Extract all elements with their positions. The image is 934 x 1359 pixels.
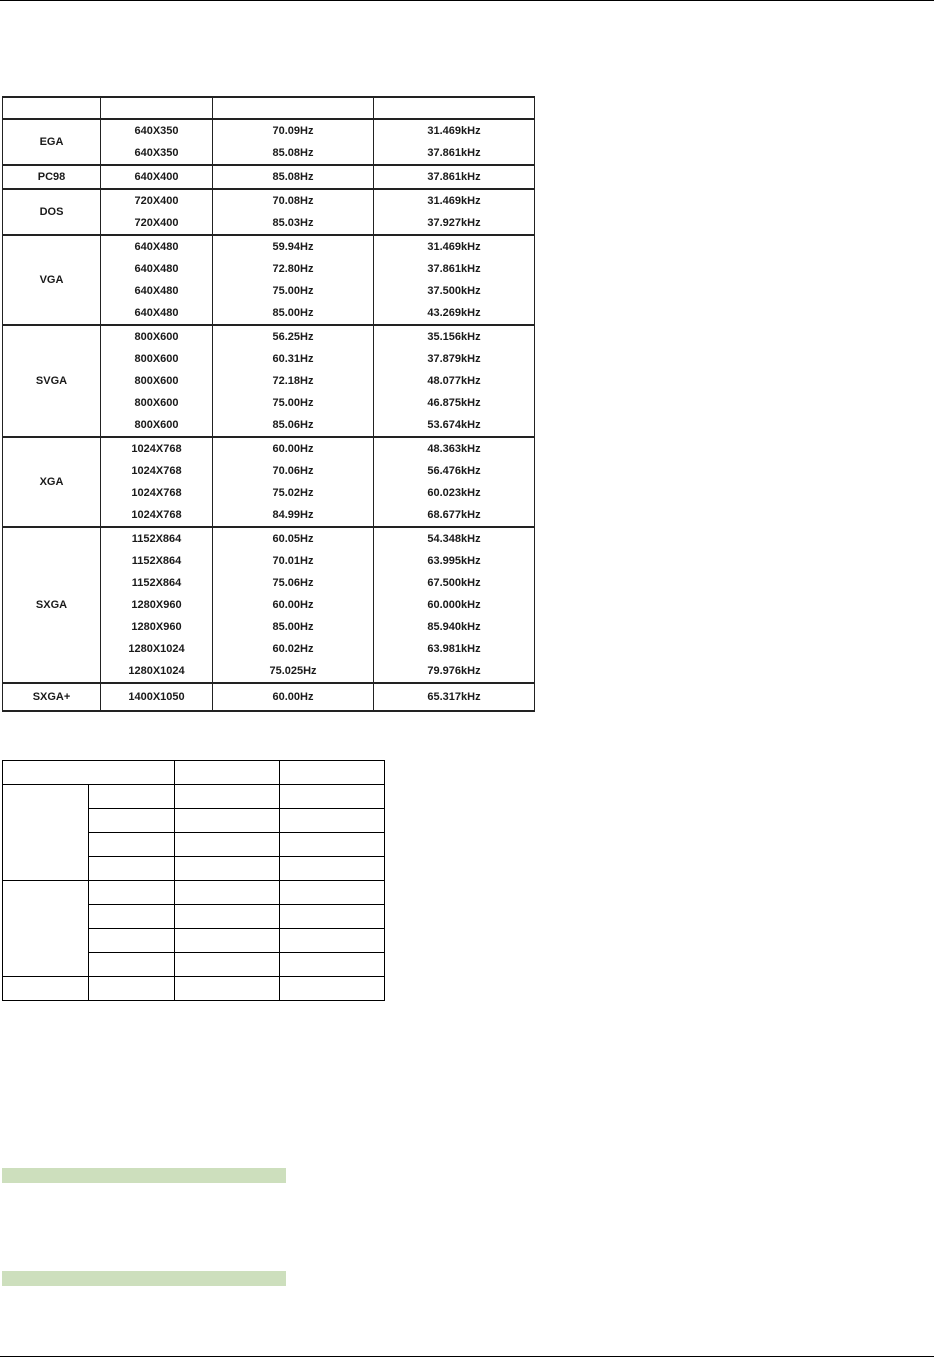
- resolution-cell: 640X480: [101, 280, 213, 302]
- horizontal-frequency-cell: 37.861kHz: [374, 142, 535, 165]
- resolution-cell: 640X480: [101, 235, 213, 258]
- header-cell-mode: [3, 97, 101, 119]
- resolution-cell: 720X400: [101, 212, 213, 235]
- vertical-frequency-cell: 75.00Hz: [213, 280, 374, 302]
- timing-row: [3, 119, 535, 142]
- timing-row: [3, 325, 535, 348]
- header-cell-resolution: [101, 97, 213, 119]
- resolution-cell: 720X400: [101, 189, 213, 212]
- vertical-frequency-cell: 56.25Hz: [213, 325, 374, 348]
- vertical-frequency-cell: 85.00Hz: [213, 302, 374, 325]
- header-cell-horizontal: [374, 97, 535, 119]
- vertical-frequency-cell: 60.00Hz: [213, 683, 374, 711]
- grid-cell: [89, 833, 175, 857]
- grid-row: [3, 761, 385, 785]
- vertical-frequency-cell: 60.02Hz: [213, 638, 374, 660]
- horizontal-frequency-cell: 31.469kHz: [374, 235, 535, 258]
- resolution-cell: 800X600: [101, 348, 213, 370]
- timing-table: [2, 96, 535, 712]
- grid-cell: [280, 929, 385, 953]
- grid-cell: [175, 953, 280, 977]
- section-heading-highlight: [2, 1271, 286, 1286]
- horizontal-frequency-cell: 37.500kHz: [374, 280, 535, 302]
- timing-row: [3, 165, 535, 189]
- grid-cell: [280, 809, 385, 833]
- vertical-frequency-cell: 85.08Hz: [213, 165, 374, 189]
- mode-cell: PC98: [3, 165, 101, 189]
- vertical-frequency-cell: 75.02Hz: [213, 482, 374, 504]
- horizontal-frequency-cell: 37.861kHz: [374, 258, 535, 280]
- horizontal-frequency-cell: 31.469kHz: [374, 189, 535, 212]
- vertical-frequency-cell: 85.08Hz: [213, 142, 374, 165]
- horizontal-frequency-cell: 37.861kHz: [374, 165, 535, 189]
- grid-cell: [280, 977, 385, 1001]
- vertical-frequency-cell: 59.94Hz: [213, 235, 374, 258]
- vertical-frequency-cell: 60.00Hz: [213, 437, 374, 460]
- grid-cell: [175, 761, 280, 785]
- horizontal-frequency-cell: 54.348kHz: [374, 527, 535, 550]
- mode-cell: DOS: [3, 189, 101, 235]
- horizontal-frequency-cell: 79.976kHz: [374, 660, 535, 683]
- mode-cell: SXGA: [3, 527, 101, 683]
- grid-cell: [89, 857, 175, 881]
- grid-group-cell: [3, 785, 89, 881]
- vertical-frequency-cell: 60.00Hz: [213, 594, 374, 616]
- horizontal-frequency-cell: 37.879kHz: [374, 348, 535, 370]
- grid-cell: [280, 905, 385, 929]
- grid-cell: [175, 881, 280, 905]
- vertical-frequency-cell: 72.80Hz: [213, 258, 374, 280]
- grid-cell: [175, 929, 280, 953]
- horizontal-frequency-cell: 60.023kHz: [374, 482, 535, 504]
- resolution-cell: 1024X768: [101, 460, 213, 482]
- mode-cell: XGA: [3, 437, 101, 527]
- header-cell-vertical: [213, 97, 374, 119]
- horizontal-frequency-cell: 60.000kHz: [374, 594, 535, 616]
- horizontal-frequency-cell: 46.875kHz: [374, 392, 535, 414]
- horizontal-frequency-cell: 67.500kHz: [374, 572, 535, 594]
- horizontal-frequency-cell: 48.077kHz: [374, 370, 535, 392]
- grid-row: [3, 977, 385, 1001]
- mode-cell: SXGA+: [3, 683, 101, 711]
- vertical-frequency-cell: 75.06Hz: [213, 572, 374, 594]
- vertical-frequency-cell: 70.09Hz: [213, 119, 374, 142]
- timing-row: [3, 235, 535, 258]
- resolution-cell: 1280X960: [101, 616, 213, 638]
- vertical-frequency-cell: 84.99Hz: [213, 504, 374, 527]
- grid-cell: [89, 881, 175, 905]
- vertical-frequency-cell: 72.18Hz: [213, 370, 374, 392]
- footer-rule: [0, 1356, 934, 1357]
- grid-cell: [89, 785, 175, 809]
- vertical-frequency-cell: 75.025Hz: [213, 660, 374, 683]
- resolution-cell: 800X600: [101, 414, 213, 437]
- resolution-cell: 800X600: [101, 370, 213, 392]
- horizontal-frequency-cell: 68.677kHz: [374, 504, 535, 527]
- vertical-frequency-cell: 85.03Hz: [213, 212, 374, 235]
- vertical-frequency-cell: 60.31Hz: [213, 348, 374, 370]
- horizontal-frequency-cell: 35.156kHz: [374, 325, 535, 348]
- resolution-cell: 1152X864: [101, 572, 213, 594]
- resolution-cell: 640X350: [101, 142, 213, 165]
- grid-cell: [175, 785, 280, 809]
- vertical-frequency-cell: 60.05Hz: [213, 527, 374, 550]
- grid-row: [3, 881, 385, 905]
- grid-cell: [280, 881, 385, 905]
- vertical-frequency-cell: 70.06Hz: [213, 460, 374, 482]
- header-rule: [0, 0, 934, 1]
- horizontal-frequency-cell: 65.317kHz: [374, 683, 535, 711]
- grid-cell: [89, 953, 175, 977]
- grid-cell: [89, 809, 175, 833]
- grid-cell: [3, 977, 89, 1001]
- grid-cell: [175, 809, 280, 833]
- resolution-cell: 640X400: [101, 165, 213, 189]
- resolution-cell: 800X600: [101, 392, 213, 414]
- resolution-cell: 1024X768: [101, 437, 213, 460]
- resolution-cell: 1280X1024: [101, 638, 213, 660]
- resolution-cell: 1152X864: [101, 527, 213, 550]
- grid-cell: [280, 833, 385, 857]
- horizontal-frequency-cell: 48.363kHz: [374, 437, 535, 460]
- mode-cell: SVGA: [3, 325, 101, 437]
- horizontal-frequency-cell: 43.269kHz: [374, 302, 535, 325]
- mode-cell: VGA: [3, 235, 101, 325]
- grid-cell: [175, 977, 280, 1001]
- timing-row: [3, 189, 535, 212]
- grid-cell: [3, 761, 175, 785]
- grid-row: [3, 785, 385, 809]
- vertical-frequency-cell: 70.08Hz: [213, 189, 374, 212]
- vertical-frequency-cell: 85.06Hz: [213, 414, 374, 437]
- grid-cell: [280, 857, 385, 881]
- grid-cell: [280, 953, 385, 977]
- empty-grid-table: [2, 760, 385, 1001]
- grid-cell: [280, 761, 385, 785]
- timing-row: [3, 437, 535, 460]
- grid-group-cell: [3, 881, 89, 977]
- resolution-cell: 1152X864: [101, 550, 213, 572]
- timing-header-row: [3, 97, 535, 119]
- vertical-frequency-cell: 75.00Hz: [213, 392, 374, 414]
- resolution-cell: 1024X768: [101, 482, 213, 504]
- grid-cell: [89, 905, 175, 929]
- grid-cell: [175, 905, 280, 929]
- resolution-cell: 640X480: [101, 302, 213, 325]
- resolution-cell: 1280X1024: [101, 660, 213, 683]
- resolution-cell: 640X350: [101, 119, 213, 142]
- horizontal-frequency-cell: 85.940kHz: [374, 616, 535, 638]
- resolution-cell: 800X600: [101, 325, 213, 348]
- horizontal-frequency-cell: 31.469kHz: [374, 119, 535, 142]
- resolution-cell: 1024X768: [101, 504, 213, 527]
- section-heading-highlight: [2, 1168, 286, 1183]
- resolution-cell: 1400X1050: [101, 683, 213, 711]
- grid-cell: [280, 785, 385, 809]
- horizontal-frequency-cell: 63.981kHz: [374, 638, 535, 660]
- timing-row: [3, 527, 535, 550]
- resolution-cell: 1280X960: [101, 594, 213, 616]
- grid-cell: [175, 857, 280, 881]
- vertical-frequency-cell: 85.00Hz: [213, 616, 374, 638]
- timing-row: [3, 683, 535, 711]
- timing-table-body: [3, 97, 535, 711]
- horizontal-frequency-cell: 53.674kHz: [374, 414, 535, 437]
- resolution-cell: 640X480: [101, 258, 213, 280]
- grid-cell: [89, 977, 175, 1001]
- grid-cell: [89, 929, 175, 953]
- vertical-frequency-cell: 70.01Hz: [213, 550, 374, 572]
- mode-cell: EGA: [3, 119, 101, 165]
- horizontal-frequency-cell: 37.927kHz: [374, 212, 535, 235]
- horizontal-frequency-cell: 63.995kHz: [374, 550, 535, 572]
- grid-cell: [175, 833, 280, 857]
- horizontal-frequency-cell: 56.476kHz: [374, 460, 535, 482]
